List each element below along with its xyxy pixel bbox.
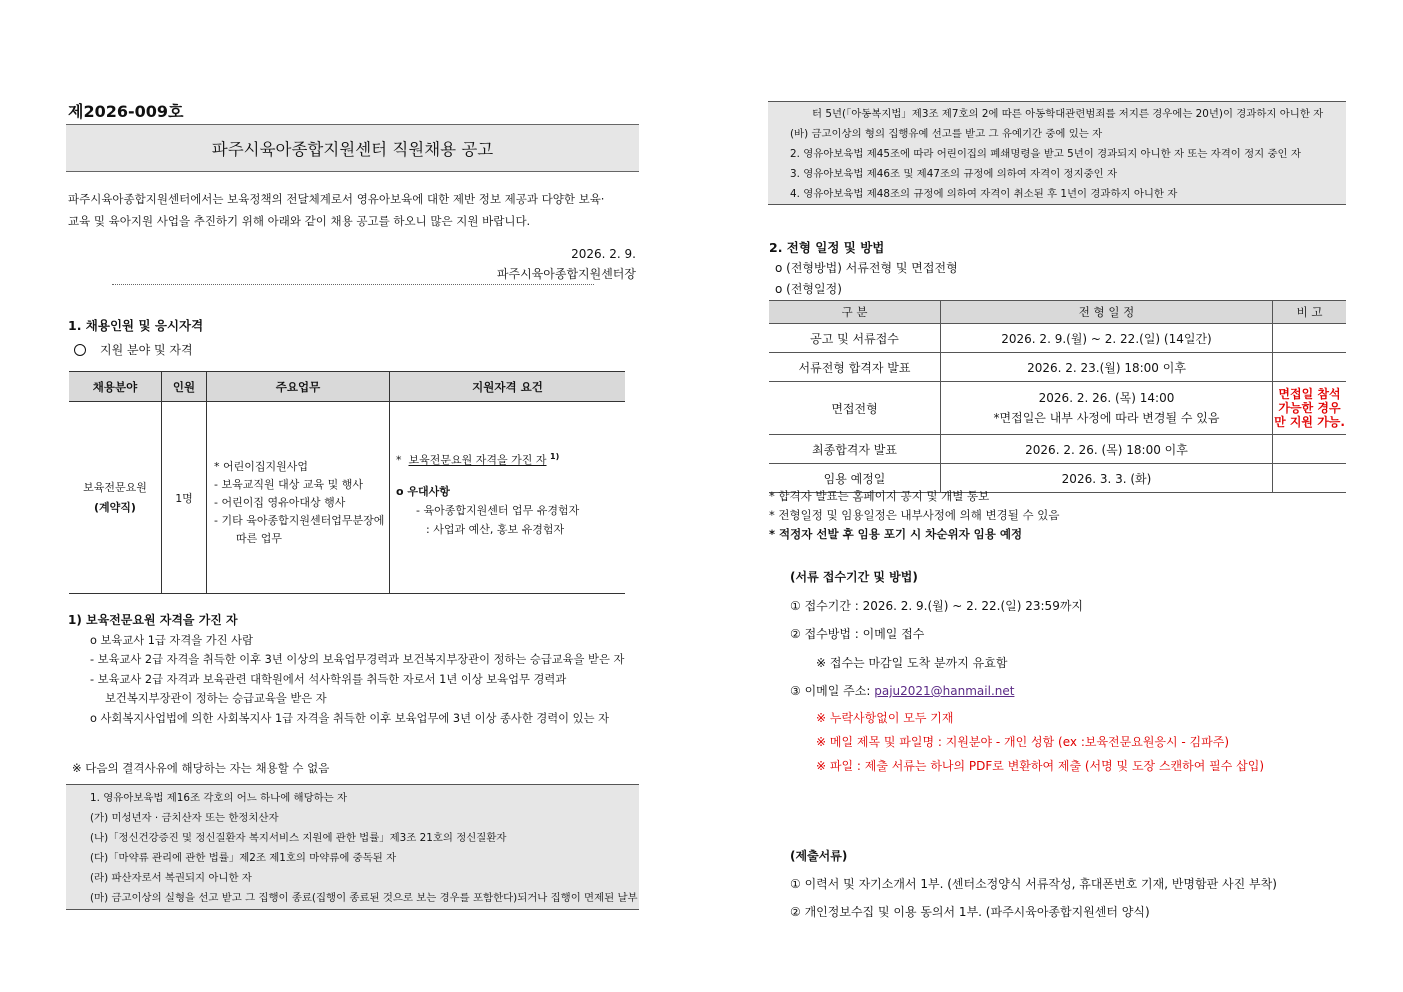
- cell-requirements: [390, 402, 626, 594]
- schedule-notes: [769, 487, 1060, 544]
- receipt-method: ② 접수방법 : 이메일 접수: [790, 627, 925, 641]
- notice-title: [66, 124, 639, 172]
- row-name: 서류전형 합격자 발표: [769, 353, 941, 382]
- duty-item: 따른 업무: [236, 531, 283, 545]
- qual-line: - 보육교사 2급 자격을 취득한 이후 3년 이상의 보육업무경력과 보건복지부장관이 정하는 승급교육을 받은 자: [90, 653, 625, 666]
- receipt-red-note: ※ 메일 제목 및 파일명 : 지원분야 - 개인 성함 (ex :보육전문요원응시 - 김파주): [816, 734, 1230, 749]
- row-date: 2026. 3. 3. (화): [941, 464, 1273, 493]
- duty-item: * 어린이집지원사업: [214, 459, 309, 473]
- notice-date: 2026. 2. 9.: [571, 247, 636, 261]
- section1-heading: 1. 채용인원 및 응시자격: [68, 318, 204, 333]
- qualifications-title: 1) 보육전문요원 자격을 가진 자: [68, 613, 238, 627]
- intro-paragraph: [68, 188, 638, 232]
- col-header-schedule: 전 형 일 정: [941, 301, 1273, 324]
- email-link[interactable]: paju2021@hanmail.net: [874, 684, 1015, 698]
- field-name: 보육전문요원: [83, 480, 147, 494]
- documents-heading: (제출서류): [790, 849, 848, 863]
- section2-heading: 2. 전형 일정 및 방법: [769, 240, 885, 255]
- disqual-line: (라) 파산자로서 복권되지 아니한 자: [90, 872, 252, 884]
- section2: [769, 237, 958, 300]
- row-date: [941, 382, 1273, 435]
- row-name: 면접전형: [769, 382, 941, 435]
- col-header-remarks: 비 고: [1273, 301, 1347, 324]
- section2-method: o (전형방법) 서류전형 및 면접전형: [775, 261, 958, 275]
- intro-line: 파주시육아종합지원센터에서는 보육정책의 전달체계로서 영유아보육에 대한 제반 정보 제공과 다양한 보육·: [68, 192, 605, 206]
- section2-schedule-label: o (전형일정): [775, 282, 842, 296]
- row-name: 임용 예정일: [769, 464, 941, 493]
- disqual-line: 4. 영유아보육법 제48조의 규정에 의하여 자격이 취소된 후 1년이 경과하지 아니한 자: [790, 188, 1178, 200]
- duty-item: - 기타 육아종합지원센터업무분장에: [214, 513, 385, 527]
- col-header-requirements: 지원자격 요건: [390, 372, 626, 402]
- disqualification-box-1: [66, 784, 639, 910]
- req-main-row: * 보육전문요원 자격을 가진 자 $^{1)}$: [396, 452, 560, 467]
- disqual-line: (나)「정신건강증진 및 정신질환자 복지서비스 지원에 관한 법률」제3조 21호의 정신질환자: [90, 832, 507, 844]
- recruitment-table: [69, 371, 625, 594]
- qual-line: o 보육교사 1급 자격을 가진 사람: [90, 633, 254, 647]
- row-date: 2026. 2. 23.(월) 18:00 이후: [941, 353, 1273, 382]
- duty-item: - 어린이집 영유아대상 행사: [214, 495, 346, 509]
- receipt-email-row: [790, 677, 1350, 706]
- disqual-line: (마) 금고이상의 실형을 선고 받고 그 집행이 종료(집행이 종료된 것으로 보는 경우를 포함한다)되거나 집행이 면제된 날부: [90, 892, 638, 904]
- receipt-red-note: ※ 파일 : 제출 서류는 하나의 PDF로 변환하여 제출 (서명 및 도장 스캔하여 필수 삽입): [816, 758, 1265, 773]
- row-note: [1273, 353, 1347, 382]
- row-date: 2026. 2. 9.(월) ~ 2. 22.(일) (14일간): [941, 324, 1273, 353]
- receipt-period: ① 접수기간 : 2026. 2. 9.(월) ~ 2. 22.(일) 23:59까지: [790, 598, 1084, 613]
- row-date: 2026. 2. 26. (목) 18:00 이후: [941, 435, 1273, 464]
- circle-bullet-icon: [74, 344, 86, 356]
- schedule-table: [769, 300, 1346, 493]
- pref-row: o 우대사항: [396, 484, 450, 498]
- cell-duties: [207, 402, 390, 594]
- pref-item: : 사업과 예산, 홍보 유경험자: [426, 522, 565, 536]
- disqualification-box-2: [768, 101, 1346, 205]
- pref-title: 우대사항: [407, 484, 450, 498]
- notice-issuer: 파주시육아종합지원센터장: [496, 267, 636, 281]
- req-footnote: 1): [550, 452, 560, 462]
- interview-date-note: *면접일은 내부 사정에 따라 변경될 수 있음: [993, 411, 1220, 425]
- row-name: 최종합격자 발표: [769, 435, 941, 464]
- table-row: [769, 382, 1346, 435]
- pref-item: - 육아종합지원센터 업무 유경험자: [416, 503, 580, 517]
- cell-count: 1명: [162, 402, 207, 594]
- qual-line: o 사회복지사업법에 의한 사회복지사 1급 자격을 취득한 이후 보육업무에 3년 이상 종사한 경력이 있는 자: [90, 711, 609, 725]
- qual-line: - 보육교사 2급 자격과 보육관련 대학원에서 석사학위를 취득한 자로서 1년 이상 보육업무 경력과: [90, 672, 567, 686]
- notice-title-text: 파주시육아종합지원센터 직원채용 공고: [211, 140, 494, 159]
- table-row: [769, 435, 1346, 464]
- field-contract: (계약직): [94, 500, 136, 514]
- section1-sub-text: 지원 분야 및 자격: [100, 343, 193, 357]
- row-name: 공고 및 서류접수: [769, 324, 941, 353]
- disqual-line: 2. 영유아보육법 제45조에 따라 어린이집의 폐쇄명령을 받고 5년이 경과되지 아니한 자 또는 자격이 정지 중인 자: [790, 148, 1301, 160]
- receipt-method-note: ※ 접수는 마감일 도착 분까지 유효함: [816, 655, 1008, 670]
- col-header-duties: 주요업무: [207, 372, 390, 402]
- disqual-line: (다)「마약류 관리에 관한 법률」제2조 제1호의 마약류에 중독된 자: [90, 852, 397, 864]
- receipt-email-label: ③ 이메일 주소:: [790, 684, 875, 698]
- schedule-note: * 적정자 선발 후 임용 포기 시 차순위자 임용 예정: [769, 527, 1023, 541]
- req-main: 보육전문요원 자격을 가진 자: [408, 453, 547, 467]
- row-note: [1273, 324, 1347, 353]
- disqual-line: (바) 금고이상의 형의 집행유예 선고를 받고 그 유예기간 중에 있는 자: [790, 128, 1103, 140]
- col-header-field: 채용분야: [69, 372, 162, 402]
- duty-item: - 보육교직원 대상 교육 및 행사: [214, 477, 363, 491]
- receipt-heading: (서류 접수기간 및 방법): [790, 570, 918, 584]
- col-header-count: 인원: [162, 372, 207, 402]
- schedule-note: * 전형일정 및 임용일정은 내부사정에 의해 변경될 수 있음: [769, 508, 1060, 522]
- cell-field: [69, 402, 162, 594]
- table-row: [769, 324, 1346, 353]
- table-row: [769, 353, 1346, 382]
- receipt-section: [790, 563, 1350, 778]
- document-number: 제2026-009호: [68, 102, 184, 121]
- qualifications-section: [68, 611, 638, 728]
- document-item: ① 이력서 및 자기소개서 1부. (센터소정양식 서류작성, 휴대폰번호 기재, 반명함판 사진 부착): [790, 877, 1277, 891]
- disqual-line: 터 5년(「아동복지법」제3조 제7호의 2에 따른 아동학대관련범죄를 저지른 경우에는 20년)이 경과하지 아니한 자: [812, 108, 1324, 120]
- documents-section: [790, 842, 1350, 926]
- row-note: [1273, 464, 1347, 493]
- document-item: ② 개인정보수집 및 이용 동의서 1부. (파주시육아종합지원센터 양식): [790, 905, 1150, 919]
- interview-date: 2026. 2. 26. (목) 14:00: [1038, 391, 1175, 405]
- section1-subheading: [74, 341, 193, 358]
- disqualification-note: ※ 다음의 결격사유에 해당하는 자는 채용할 수 없음: [72, 761, 330, 775]
- disqual-line: (가) 미성년자 · 금치산자 또는 한정치산자: [90, 812, 279, 824]
- row-note: 면접일 참석 가능한 경우만 지원 가능.: [1273, 382, 1347, 435]
- schedule-note: * 합격자 발표는 홈페이지 공지 및 개별 통보: [769, 489, 990, 503]
- disqual-line: 1. 영유아보육법 제16조 각호의 어느 하나에 해당하는 자: [90, 792, 348, 804]
- receipt-red-note: ※ 누락사항없이 모두 기재: [816, 710, 954, 725]
- row-note: [1273, 435, 1347, 464]
- disqual-line: 3. 영유아보육법 제46조 및 제47조의 규정에 의하여 자격이 정지중인 자: [790, 168, 1118, 180]
- col-header-category: 구 분: [769, 301, 941, 324]
- dotted-divider: [112, 284, 594, 285]
- intro-line: 교육 및 육아지원 사업을 추진하기 위해 아래와 같이 채용 공고를 하오니 많은 지원 바랍니다.: [68, 214, 531, 228]
- qual-line: 보건복지부장관이 정하는 승급교육을 받은 자: [105, 692, 327, 705]
